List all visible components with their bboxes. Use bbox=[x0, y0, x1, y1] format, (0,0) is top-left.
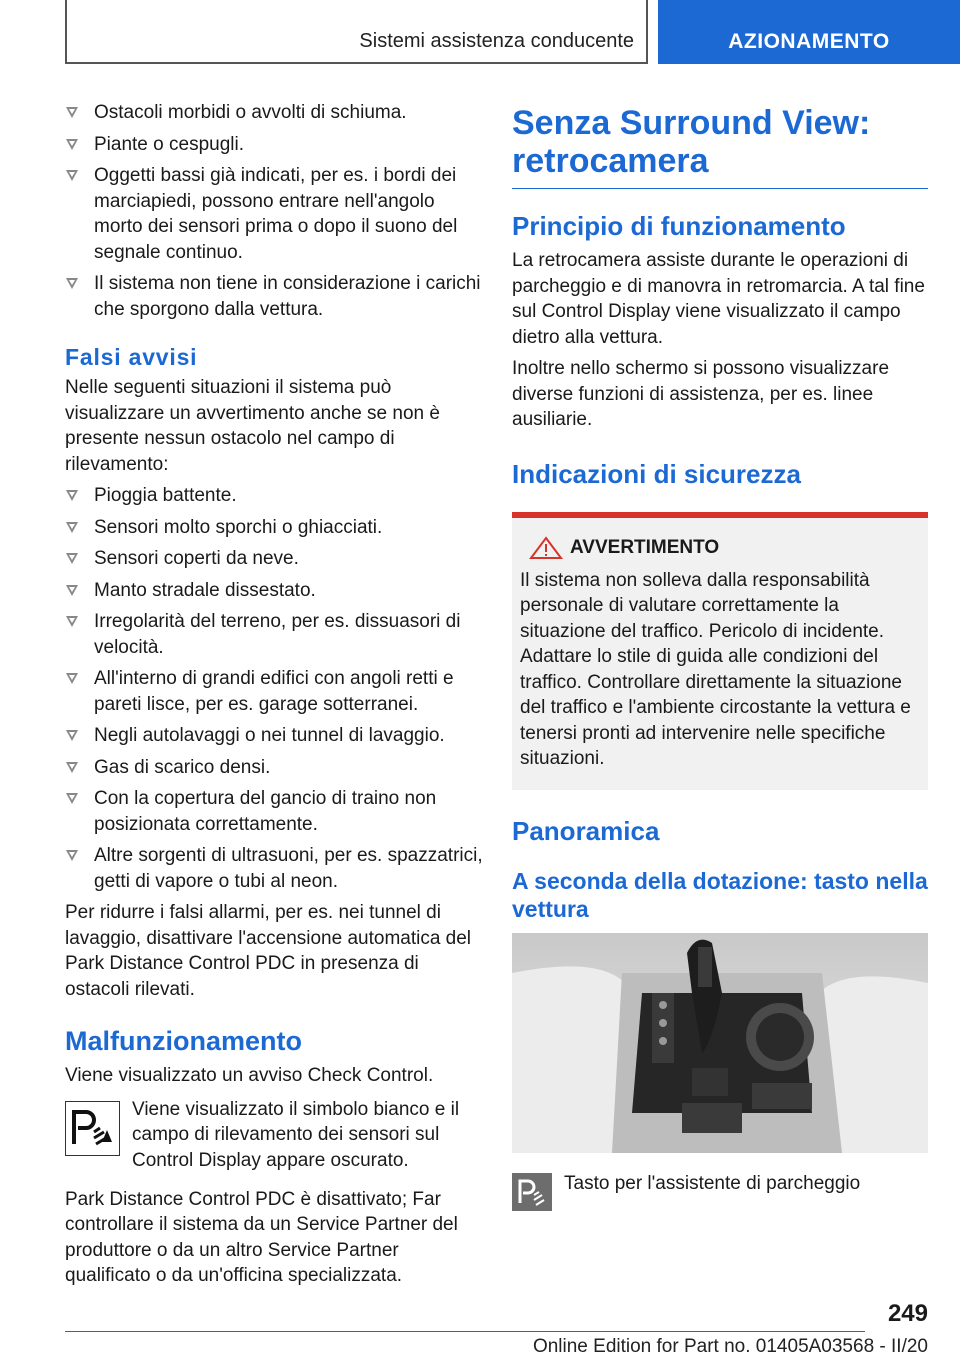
malfunzionamento-heading: Malfunzionamento bbox=[65, 1026, 302, 1056]
triangle-bullet-icon bbox=[66, 585, 78, 596]
warning-title: AVVERTIMENTO bbox=[528, 536, 920, 560]
malf-intro-text: Viene visualizzato un avviso Check Control. bbox=[65, 1065, 434, 1086]
list-item: Altre sorgenti di ultrasuoni, per es. spazzatrici, getti di vapore o tubi al neon. bbox=[65, 843, 483, 894]
triangle-bullet-icon bbox=[66, 793, 78, 804]
list-item: All'interno di grandi edifici con angoli retti e pareti lisce, per es. garage sotterranei. bbox=[65, 666, 483, 717]
principio-p1: La retrocamera assiste durante le operazioni di parcheggio e di manovra in retromarcia. A tal fine sul Control Display viene visualizzato il campo dietro alla vettura. bbox=[512, 250, 925, 348]
header-section-tab bbox=[65, 0, 648, 64]
sicurezza-heading: Indicazioni di sicurezza bbox=[512, 458, 801, 489]
warning-triangle-icon bbox=[528, 536, 564, 560]
malf-outro-text: Park Distance Control PDC è disattivato; Far controllare il sistema da un Service Partner del produttore o da un altro Service Partner qualificato o da un'officina specializzata. bbox=[65, 1188, 458, 1286]
triangle-bullet-icon bbox=[66, 553, 78, 564]
pdc-warning-icon bbox=[65, 1101, 120, 1156]
pdc-symbol-row bbox=[65, 1097, 483, 1177]
triangle-bullet-icon bbox=[66, 170, 78, 181]
principio-p2: Inoltre nello schermo si possono visualizzare diverse funzioni di assistenza, per es. linee ausiliarie. bbox=[512, 358, 890, 430]
triangle-bullet-icon bbox=[66, 107, 78, 118]
footer-divider bbox=[65, 1331, 865, 1332]
list-item: Oggetti bassi già indicati, per es. i bordi dei marciapiedi, possono entrare nell'angolo morto dei sensori prima o dopo il suono del segnale continuo. bbox=[65, 163, 483, 265]
left-column bbox=[65, 100, 483, 1295]
triangle-bullet-icon bbox=[66, 278, 78, 289]
triangle-bullet-icon bbox=[66, 730, 78, 741]
falsi-outro-text: Per ridurre i falsi allarmi, per es. nei tunnel di lavaggio, disattivare l'accensione automatica del Park Distance Control PDC in presenza di ostacoli rilevati. bbox=[65, 902, 472, 1000]
list-item: Piante o cespugli. bbox=[65, 132, 483, 158]
list-item: Sensori molto sporchi o ghiacciati. bbox=[65, 515, 483, 541]
park-assist-button-icon bbox=[512, 1173, 552, 1211]
triangle-bullet-icon bbox=[66, 490, 78, 501]
triangle-bullet-icon bbox=[66, 616, 78, 627]
warning-text: Il sistema non solleva dalla responsabilità personale di valutare correttamente la situazione del traffico. Pericolo di incidente. Adattare lo stile di guida alle condizioni del traffico. Controllare direttamente la situazione del traffico e l'ambiente circostante la vettura e tenersi pronti ad intervenire nelle specifiche situazioni. bbox=[520, 569, 911, 769]
triangle-bullet-icon bbox=[66, 762, 78, 773]
list-item: Pioggia battente. bbox=[65, 483, 483, 509]
page-number: 249 bbox=[887, 1300, 928, 1327]
list-item: Irregolarità del terreno, per es. dissuasori di velocità. bbox=[65, 609, 483, 660]
triangle-bullet-icon bbox=[66, 522, 78, 533]
warning-box bbox=[512, 512, 928, 790]
header-chapter-tab bbox=[658, 0, 960, 64]
falsi-avvisi-heading: Falsi avvisi bbox=[65, 344, 198, 370]
falsi-intro-text: Nelle seguenti situazioni il sistema può visualizzare un avvertimento anche se non è presente nessun ostacolo nel campo di rilevamento: bbox=[65, 377, 440, 475]
triangle-bullet-icon bbox=[66, 673, 78, 684]
header-section-title: Sistemi assistenza conducente bbox=[359, 30, 634, 52]
list-item: Ostacoli morbidi o avvolti di schiuma. bbox=[65, 100, 483, 126]
principio-heading: Principio di funzionamento bbox=[512, 211, 846, 241]
pdc-symbol-text: Viene visualizzato il simbolo bianco e il campo di rilevamento dei sensori sul Control Display appare oscurato. bbox=[132, 1098, 460, 1171]
caption-text: Tasto per l'assistente di parcheggio bbox=[564, 1172, 861, 1194]
list-item: Sensori coperti da neve. bbox=[65, 546, 483, 572]
caption-row bbox=[512, 1171, 928, 1231]
right-column bbox=[512, 104, 928, 1231]
list-item: Con la copertura del gancio di traino non posizionata correttamente. bbox=[65, 786, 483, 837]
tasto-heading: A seconda della dotazione: tasto nella vettura bbox=[512, 867, 928, 922]
false-alarm-list bbox=[65, 483, 483, 894]
header-chapter-title: AZIONAMENTO bbox=[728, 30, 890, 53]
triangle-bullet-icon bbox=[66, 139, 78, 150]
triangle-bullet-icon bbox=[66, 850, 78, 861]
list-item: Manto stradale dissestato. bbox=[65, 578, 483, 604]
list-item: Negli autolavaggi o nei tunnel di lavaggio. bbox=[65, 723, 483, 749]
list-item: Il sistema non tiene in considerazione i carichi che sporgono dalla vettura. bbox=[65, 271, 483, 322]
list-item: Gas di scarico densi. bbox=[65, 755, 483, 781]
footer-edition: Online Edition for Part no. 01405A03568 - II/20 bbox=[532, 1336, 928, 1357]
center-console-photo bbox=[512, 933, 928, 1153]
section-title: Senza Surround View: retrocamera bbox=[512, 104, 928, 189]
panoramica-heading: Panoramica bbox=[512, 815, 660, 846]
obstacle-list bbox=[65, 100, 483, 322]
